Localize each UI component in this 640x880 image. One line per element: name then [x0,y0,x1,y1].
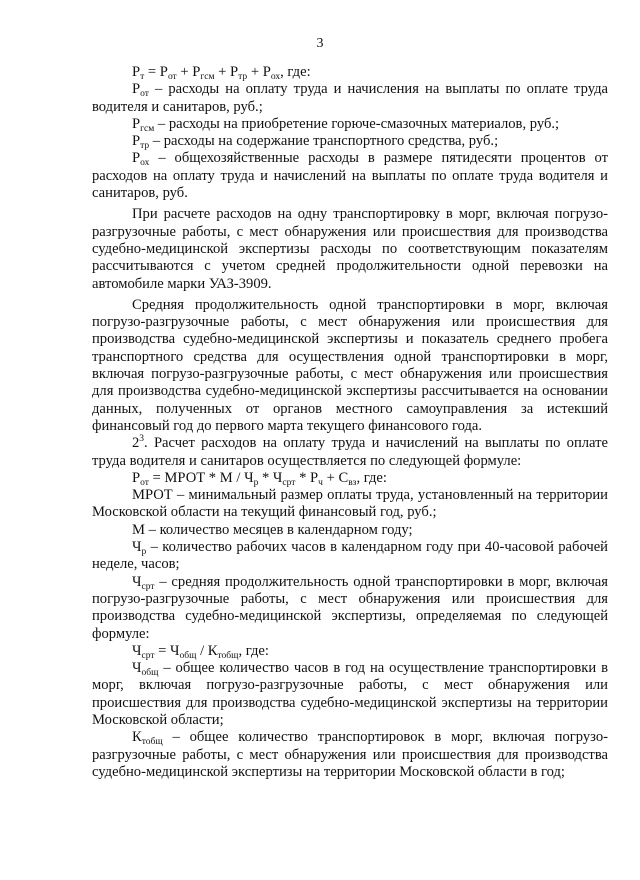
paragraph-calculation: При расчете расходов на одну транспортировку в морг, включая погрузо-разгрузочные работы, с мест обнаружения или происшествия для производства судебно-медицинской экспертизы расходы по соответствующим показателям рассчитываются с учетом средней продолжительности одной перевозки на автомобиле марки УАЗ-3909. [92,206,608,292]
definition-r-gsm: $Р_{гсм}$ – расходы на приобретение горюче-смазочных материалов, руб.; [132,115,560,134]
formula-r-ot: $Р_{от}$ = МРОТ * $М / Ч_р * Ч_{срт} * Р_ч + С_{вз}$, где: [132,469,387,488]
formula-ch-srt: $Ч_{срт} = Ч_{общ} / К_{тобщ}$, где: [132,642,269,661]
definition-m: М – количество месяцев в календарном году; [132,521,413,538]
definition-ch-obsh: $Ч_{общ}$ – общее количество часов в год на осуществление транспортировки в морг, включая погрузо-разгрузочные работы, с мест обнаружения или происшествия для производства судебно-медицинской экспертизы на территории Московской области; [92,660,608,728]
item-2-3: $2^3$. Расчет расходов на оплату труда и начислений на выплаты по оплате труда водителя и санитаров осуществляется по следующей формуле: [92,434,608,469]
definition-ch-r: $Ч_р$ – количество рабочих часов в календарном году при 40-часовой рабочей неделе, часов; [92,539,608,573]
definition-r-tr: $Р_{тр}$ – расходы на содержание транспортного средства, руб.; [132,133,499,152]
definition-ch-srt: $Ч_{срт}$ – средняя продолжительность одной транспортировки в морг, включая погрузо-разгрузочные работы, с мест обнаружения или происшествия для производства судебно-медицинской экспертизы, определяемая по следующей формуле: [92,573,608,642]
definition-k-tobsh: $К_{тобщ}$ – общее количество транспортировок в морг, включая погрузо-разгрузочные работы, с мест обнаружения или происшествия для производства судебно-медицинской экспертизы на территории Московской области в год; [92,729,608,780]
document-body [92,64,608,781]
definition-mrot: МРОТ – минимальный размер оплаты труда, установленный на территории Московской области на текущий финансовый год, руб.; [92,487,608,521]
formula-rt: $Р_т = Р_{от} + Р_{гсм} + Р_{тр} + Р_{ох}$, где: [132,64,311,82]
paragraph-duration: Средняя продолжительность одной транспортировки в морг, включая погрузо-разгрузочные работы, с мест обнаружения или происшествия для производства судебно-медицинской экспертизы и показатель среднего пробега транспортного средства для осуществления одной транспортировки в морг, включая погрузо-разгрузочные работы, с мест обнаружения или происшествия для производства судебно-медицинской экспертизы рассчитывается на основании данных, полученных от органов местного самоуправления за истекший финансовый год до первого марта текущего финансового года. [92,296,608,434]
page-number: 3 [316,36,324,51]
definition-r-ot: $Р_{от}$ – расходы на оплату труда и начисления на выплаты по оплате труда водителя и санитаров, руб.; [92,81,608,115]
definition-r-ox: $Р_{ох}$ – общехозяйственные расходы в размере пятидесяти процентов от расходов на оплату труда и начислений на выплаты по оплате труда водителя и санитаров, руб. [92,150,608,202]
